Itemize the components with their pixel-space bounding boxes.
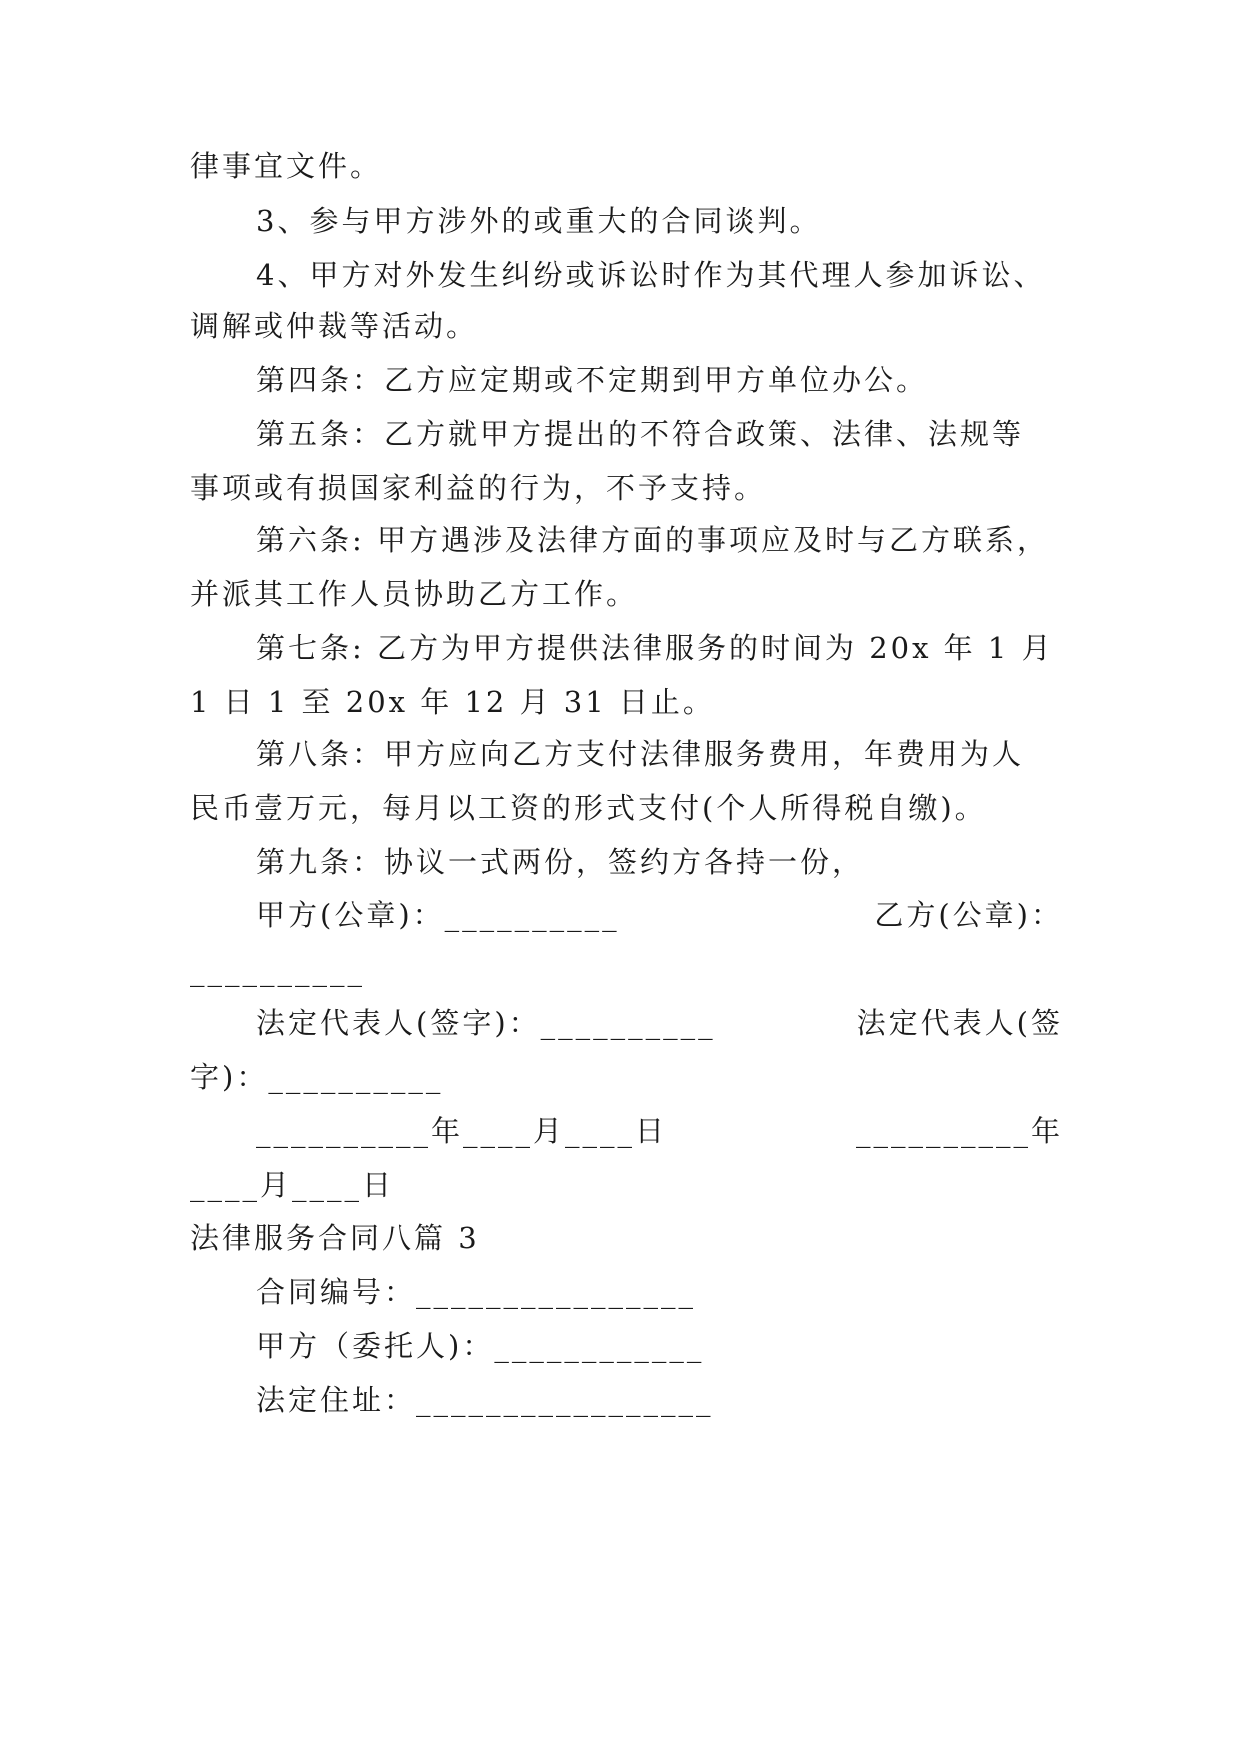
party-a-date-line: __________年____月____日: [256, 1114, 668, 1148]
text-line: ____月____日: [190, 1168, 395, 1202]
contract-number-line: 合同编号：________________: [256, 1275, 697, 1309]
text-line: 第九条：协议一式两份，签约方各持一份，: [256, 845, 865, 879]
signature-blank: __________: [190, 953, 365, 987]
text-line: 第六条: 甲方遇涉及法律方面的事项应及时与乙方联系，: [256, 523, 1049, 557]
text-line: 律事宜文件。: [190, 149, 383, 183]
section-heading: 法律服务合同八篇 3: [190, 1221, 480, 1255]
party-a-seal-line: 甲方(公章)：__________: [256, 898, 620, 932]
party-a-client-line: 甲方（委托人)：____________: [256, 1329, 705, 1363]
text-line: 3、参与甲方涉外的或重大的合同谈判。: [256, 204, 822, 238]
party-b-date-line: __________年: [855, 1114, 1063, 1148]
text-line: 第八条：甲方应向乙方支付法律服务费用，年费用为人: [256, 737, 1025, 771]
text-line: 事项或有损国家利益的行为，不予支持。: [190, 471, 767, 505]
text-line: 并派其工作人员协助乙方工作。: [190, 577, 639, 611]
text-line: 4、甲方对外发生纠纷或诉讼时作为其代理人参加诉讼、: [256, 258, 1046, 292]
text-line: 第七条: 乙方为甲方提供法律服务的时间为 20x 年 1 月: [256, 631, 1054, 665]
text-line: 第五条：乙方就甲方提出的不符合政策、法律、法规等: [256, 417, 1025, 451]
party-b-seal-label: 乙方(公章)：: [874, 898, 1063, 932]
text-line: 调解或仲裁等活动。: [190, 309, 479, 343]
party-a-rep-line: 法定代表人(签字)：__________: [256, 1006, 716, 1040]
text-line: 1 日 1 至 20x 年 12 月 31 日止。: [190, 685, 715, 719]
text-line: 字)：__________: [190, 1060, 444, 1094]
text-line: 第四条：乙方应定期或不定期到甲方单位办公。: [256, 363, 929, 397]
legal-address-line: 法定住址：_________________: [256, 1383, 714, 1417]
party-b-rep-label: 法定代表人(签: [856, 1006, 1063, 1040]
text-line: 民币壹万元，每月以工资的形式支付(个人所得税自缴)。: [190, 791, 987, 825]
